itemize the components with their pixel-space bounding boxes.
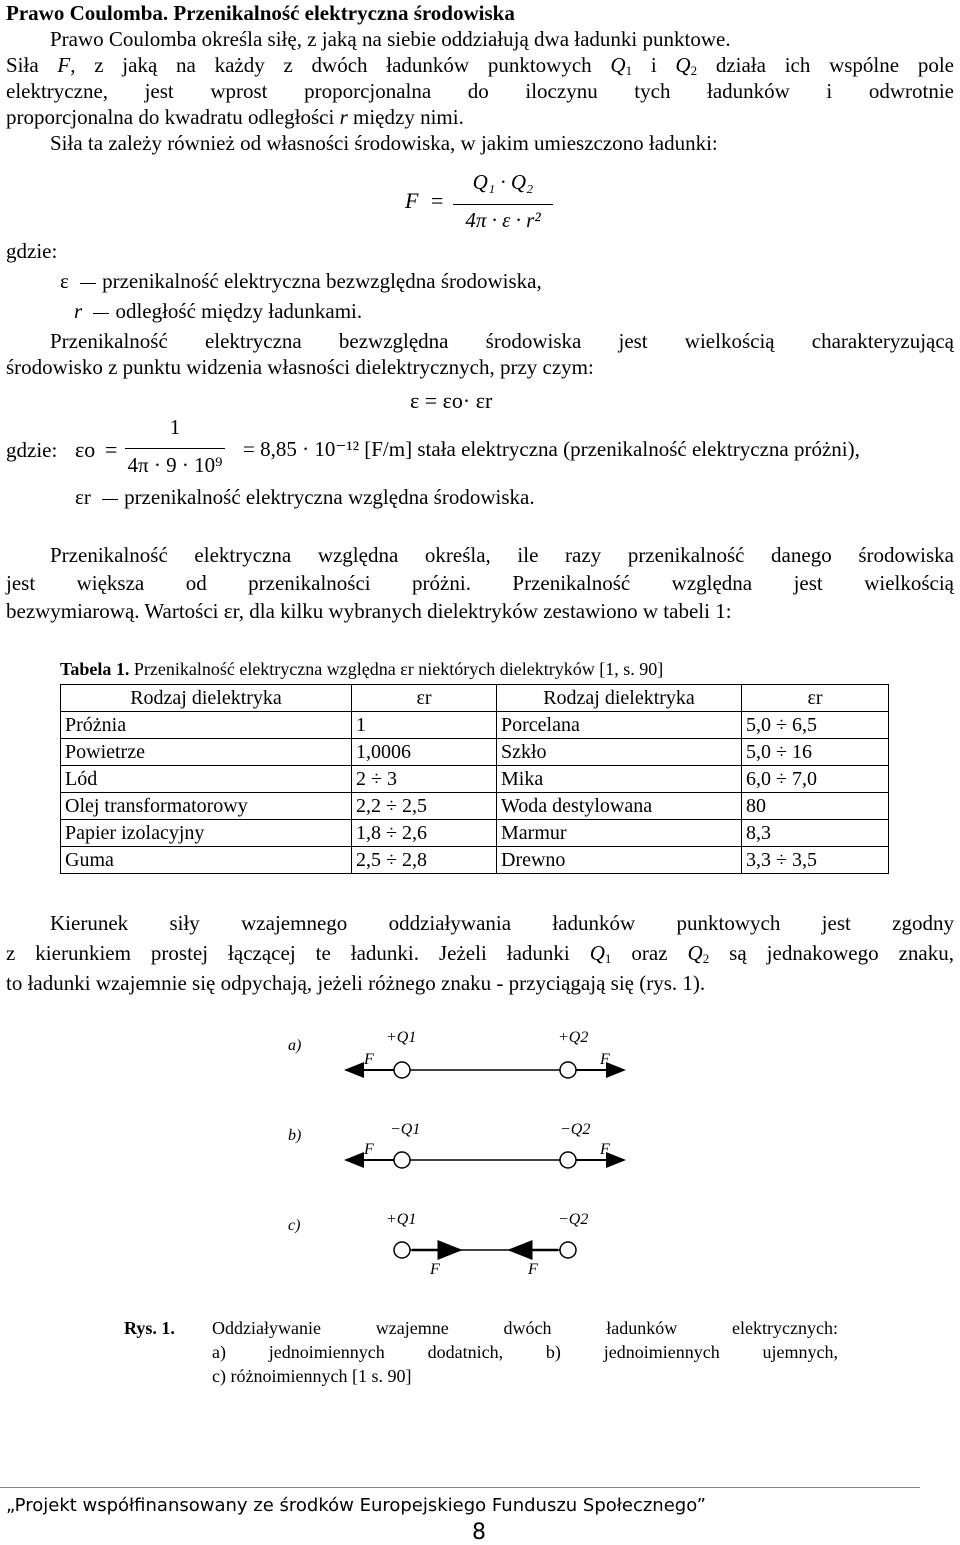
table-cell: 2 ÷ 3	[352, 766, 497, 793]
header-cell: εr	[742, 685, 889, 712]
coulomb-formula	[405, 170, 605, 240]
table-cell: Lód	[61, 766, 352, 793]
charge-plus-q1: +Q1	[386, 1029, 417, 1046]
figure-case-a	[288, 1029, 624, 1078]
table-cell: Porcelana	[497, 712, 742, 739]
figure-caption-label: Rys. 1.	[124, 1318, 175, 1338]
table-cell: Powietrze	[61, 739, 352, 766]
table-cell: Marmur	[497, 820, 742, 847]
fraction-bar	[453, 204, 553, 205]
table-cell: 1	[352, 712, 497, 739]
table-cell: 1,8 ÷ 2,6	[352, 820, 497, 847]
table-cell: 2,5 ÷ 2,8	[352, 847, 497, 874]
table-cell: Guma	[61, 847, 352, 874]
epsilon-o-formula	[75, 415, 955, 485]
paragraph-2-line-2: środowisko z punktu widzenia własności dielektrycznych, przy czym:	[6, 355, 594, 379]
page-heading: Prawo Coulomba. Przenikalność elektryczna środowiska	[6, 1, 515, 25]
formula-eq: =	[431, 188, 444, 213]
charge-minus-q1: −Q1	[390, 1121, 421, 1138]
eps-o-lhs: εo	[75, 437, 96, 462]
page-number: 8	[472, 1520, 486, 1545]
figure-caption-line-1: Oddziaływanie wzajemne dwóch ładunków elektrycznych:	[212, 1318, 838, 1338]
table-cell: 2,2 ÷ 2,5	[352, 793, 497, 820]
where-label-2: gdzie:	[6, 438, 58, 462]
table-row	[61, 793, 889, 820]
where-label-1: gdzie:	[6, 239, 58, 263]
formula-numerator: Q₁ · Q₂	[472, 170, 534, 194]
footer-text: „Projekt współfinansowany ze środków Europejskiego Funduszu Społecznego”	[6, 1495, 706, 1516]
label-b: b)	[288, 1127, 302, 1144]
force-label: F	[430, 1261, 440, 1278]
label-a: a)	[288, 1037, 302, 1054]
charges-figure	[280, 1028, 680, 1298]
figure-caption-line-2: a) jednoimiennych dodatnich, b) jednoimiennych ujemnych,	[212, 1342, 838, 1362]
eps-o-rhs: = 8,85 · 10⁻¹² [F/m] stała elektryczna (przenikalność elektryczna próżni),	[243, 437, 860, 461]
table-cell: 8,3	[742, 820, 889, 847]
table-cell: 1,0006	[352, 739, 497, 766]
table-cell: Olej transformatorowy	[61, 793, 352, 820]
paragraph-1-line-4: proporcjonalna do kwadratu odległości r między nimi.	[6, 105, 464, 129]
table-cell: Papier izolacyjny	[61, 820, 352, 847]
table-cell: 5,0 ÷ 16	[742, 739, 889, 766]
force-label: F	[600, 1051, 610, 1068]
table-header-row	[61, 685, 889, 712]
charge-minus-q2: −Q2	[560, 1121, 591, 1138]
charge-plus-q1: +Q1	[386, 1211, 417, 1228]
label-c: c)	[288, 1217, 301, 1234]
force-label: F	[364, 1051, 374, 1068]
table-cell: 5,0 ÷ 6,5	[742, 712, 889, 739]
formula-lhs: F	[405, 188, 419, 213]
def-epsilon: ε przenikalność elektryczna bezwzględna środowiska,	[60, 269, 542, 293]
force-label: F	[600, 1141, 610, 1158]
paragraph-3-line-1: Przenikalność elektryczna względna określa, ile razy przenikalność danego środowiska	[50, 543, 954, 567]
def-epsilon-r: εr przenikalność elektryczna względna środowiska.	[75, 485, 535, 509]
eps-o-numerator: 1	[169, 415, 181, 439]
table-cell: Mika	[497, 766, 742, 793]
header-cell: εr	[352, 685, 497, 712]
footer-rule	[0, 1487, 920, 1488]
eps-o-denominator: 4π · 9 · 10⁹	[127, 453, 223, 477]
header-cell: Rodzaj dielektryka	[497, 685, 742, 712]
header-cell: Rodzaj dielektryka	[61, 685, 352, 712]
table-cell: 6,0 ÷ 7,0	[742, 766, 889, 793]
paragraph-1-line-1: Prawo Coulomba określa siłę, z jaką na siebie oddziałują dwa ładunki punktowe.	[50, 27, 731, 51]
paragraph-2-line-1: Przenikalność elektryczna bezwzględna środowiska jest wielkością charakteryzującą	[50, 329, 954, 353]
table-cell: 80	[742, 793, 889, 820]
table-row	[61, 820, 889, 847]
def-r: r odległość między ładunkami.	[74, 299, 363, 323]
table-cell: Drewno	[497, 847, 742, 874]
table-caption: Tabela 1. Przenikalność elektryczna względna εr niektórych dielektryków [1, s. 90]	[60, 659, 664, 679]
table-row	[61, 766, 889, 793]
epsilon-relation: ε = εo· εr	[410, 388, 493, 413]
eps-o-eq: =	[105, 437, 118, 462]
figure-case-c	[288, 1211, 588, 1278]
table-row	[61, 847, 889, 874]
paragraph-4-line-1: Kierunek siły wzajemnego oddziaływania ładunków punktowych jest zgodny	[50, 911, 954, 935]
table-row	[61, 712, 889, 739]
paragraph-3-line-3: bezwymiarową. Wartości εr, dla kilku wybranych dielektryków zestawiono w tabeli 1:	[6, 599, 732, 623]
figure-caption-line-3: c) różnoimiennych [1 s. 90]	[212, 1366, 412, 1386]
force-label: F	[364, 1141, 374, 1158]
table-cell: Woda destylowana	[497, 793, 742, 820]
paragraph-4-line-2: z kierunkiem prostej łączącej te ładunki. Jeżeli ładunki $Q_1$ oraz $Q_2$ są jednakowego znaku,	[6, 941, 954, 966]
formula-denominator: 4π · ε · r²	[465, 208, 541, 232]
charge-minus-q2: −Q2	[558, 1211, 589, 1228]
eps-o-fraction-bar	[125, 448, 225, 449]
paragraph-4-line-3: to ładunki wzajemnie się odpychają, jeżeli różnego znaku - przyciągają się (rys. 1).	[6, 971, 706, 995]
paragraph-1-line-3: elektryczne, jest wprost proporcjonalna do iloczynu tych ładunków i odwrotnie	[6, 79, 954, 103]
dielectric-table	[60, 684, 889, 874]
paragraph-1-line-2: Siła F, z jaką na każdy z dwóch ładunków punktowych $Q_1$ i $Q_2$ działa ich wspólne pole	[6, 53, 954, 78]
paragraph-3-line-2: jest większa od przenikalności próżni. Przenikalność względna jest wielkością	[6, 571, 954, 595]
table-cell: 3,3 ÷ 3,5	[742, 847, 889, 874]
table-row	[61, 739, 889, 766]
paragraph-1-line-5: Siła ta zależy również od własności środowiska, w jakim umieszczono ładunki:	[50, 131, 718, 155]
force-label: F	[528, 1261, 538, 1278]
table-cell: Próżnia	[61, 712, 352, 739]
table-cell: Szkło	[497, 739, 742, 766]
charge-plus-q2: +Q2	[558, 1029, 589, 1046]
figure-case-b	[288, 1121, 624, 1168]
